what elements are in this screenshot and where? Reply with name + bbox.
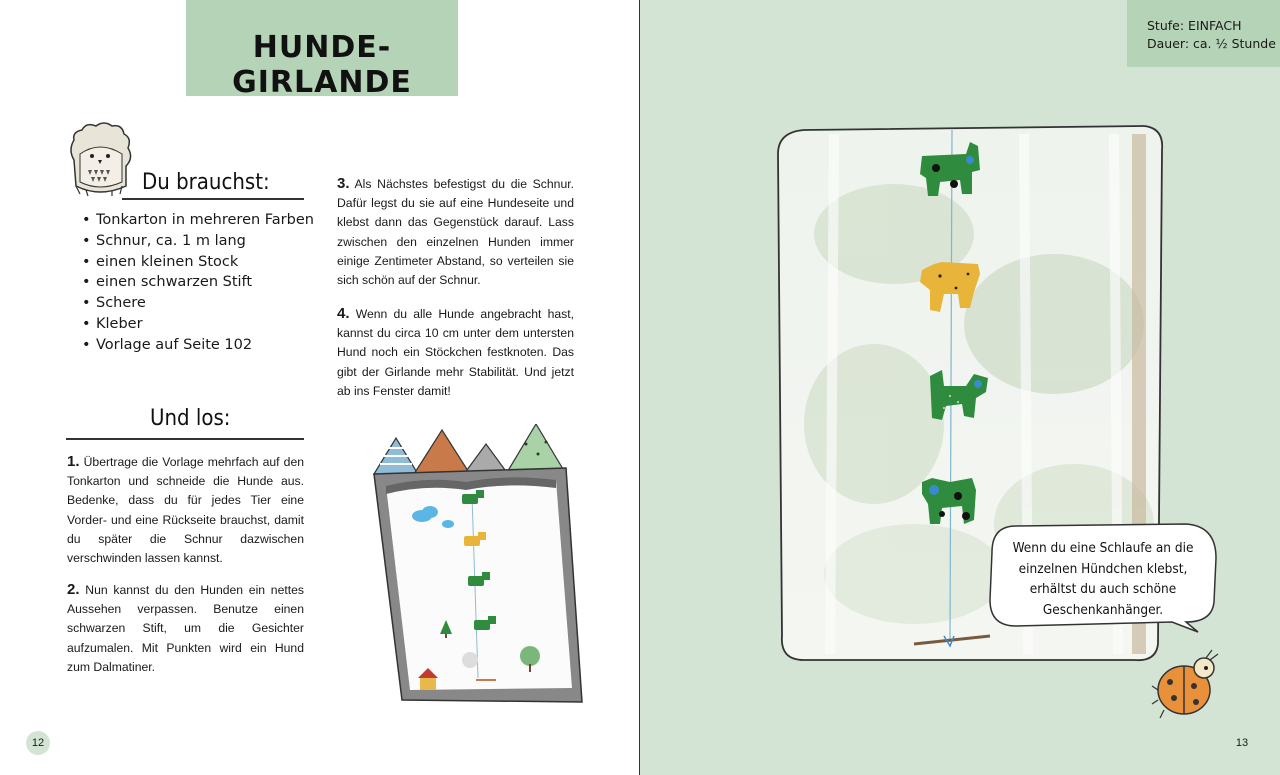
duration-line bbox=[1147, 36, 1276, 51]
step-text: Nun kannst du den Hunden ein nettes Aussehen verpassen. Benutze einen schwarzen Stift, um die Gesichter aufzumalen. Mit Punkten wird ein Hund zum Dalmatiner. bbox=[67, 583, 304, 674]
materials-divider bbox=[122, 198, 304, 200]
tip-text: Wenn du eine Schlaufe an die einzelnen Hündchen klebst, erhältst du auch schöne Geschenkanhänger. bbox=[1012, 540, 1194, 618]
step-2 bbox=[67, 580, 304, 677]
steps-heading: Und los: bbox=[150, 406, 231, 431]
page-title: HUNDE-GIRLANDE bbox=[232, 30, 412, 100]
title-banner bbox=[186, 0, 458, 100]
meta-box bbox=[1127, 0, 1280, 67]
list-item: • einen kleinen Stock bbox=[80, 252, 314, 273]
step-text: Als Nächstes befestigst du die Schnur. Dafür legst du sie auf eine Hundeseite und klebst dann das Gegenstück darauf. Lass zwischen den einzelnen Hunden immer einige Zentimeter Abstand, so verteilen sie sich schön auf der Schnur. bbox=[337, 177, 574, 288]
list-item: • Kleber bbox=[80, 314, 314, 335]
materials-heading: Du brauchst: bbox=[142, 170, 270, 195]
level-value: EINFACH bbox=[1188, 18, 1242, 33]
step-number: 3. bbox=[337, 175, 350, 192]
step-number: 4. bbox=[337, 305, 350, 322]
step-text: Wenn du alle Hunde angebracht hast, kannst du circa 10 cm unter dem untersten Hund noch ein Stöckchen festknoten. Das gibt der Girlande mehr Stabilität. Und jetzt ab ins Fenster damit! bbox=[337, 307, 574, 398]
list-item: • Vorlage auf Seite 102 bbox=[80, 335, 314, 356]
step-3 bbox=[337, 174, 574, 290]
step-1 bbox=[67, 452, 304, 568]
level-line bbox=[1147, 18, 1241, 33]
list-item: • einen schwarzen Stift bbox=[80, 272, 314, 293]
page-number: 13 bbox=[1230, 731, 1254, 755]
list-item: • Schere bbox=[80, 293, 314, 314]
step-text: Übertrage die Vorlage mehrfach auf den Tonkarton und schneide die Hunde aus. Bedenke, dass du für jedes Tier eine Vorder- und eine Rückseite brauchst, damit du später die Schnur dazwischen verschwinden lassen kannst. bbox=[67, 455, 304, 566]
owl-doodle-icon bbox=[64, 120, 136, 200]
materials-list bbox=[80, 210, 314, 356]
step-number: 2. bbox=[67, 581, 80, 598]
list-item: • Tonkarton in mehreren Farben bbox=[80, 210, 314, 231]
duration-value: ca. ½ Stunde bbox=[1193, 36, 1276, 51]
step-number: 1. bbox=[67, 453, 80, 470]
duration-label: Dauer: bbox=[1147, 36, 1190, 51]
ladybug-icon bbox=[1150, 646, 1222, 722]
list-item: • Schnur, ca. 1 m lang bbox=[80, 231, 314, 252]
level-label: Stufe: bbox=[1147, 18, 1185, 33]
window-illustration bbox=[366, 424, 590, 704]
page-number: 12 bbox=[26, 731, 50, 755]
steps-divider bbox=[66, 438, 304, 440]
step-4 bbox=[337, 304, 574, 401]
